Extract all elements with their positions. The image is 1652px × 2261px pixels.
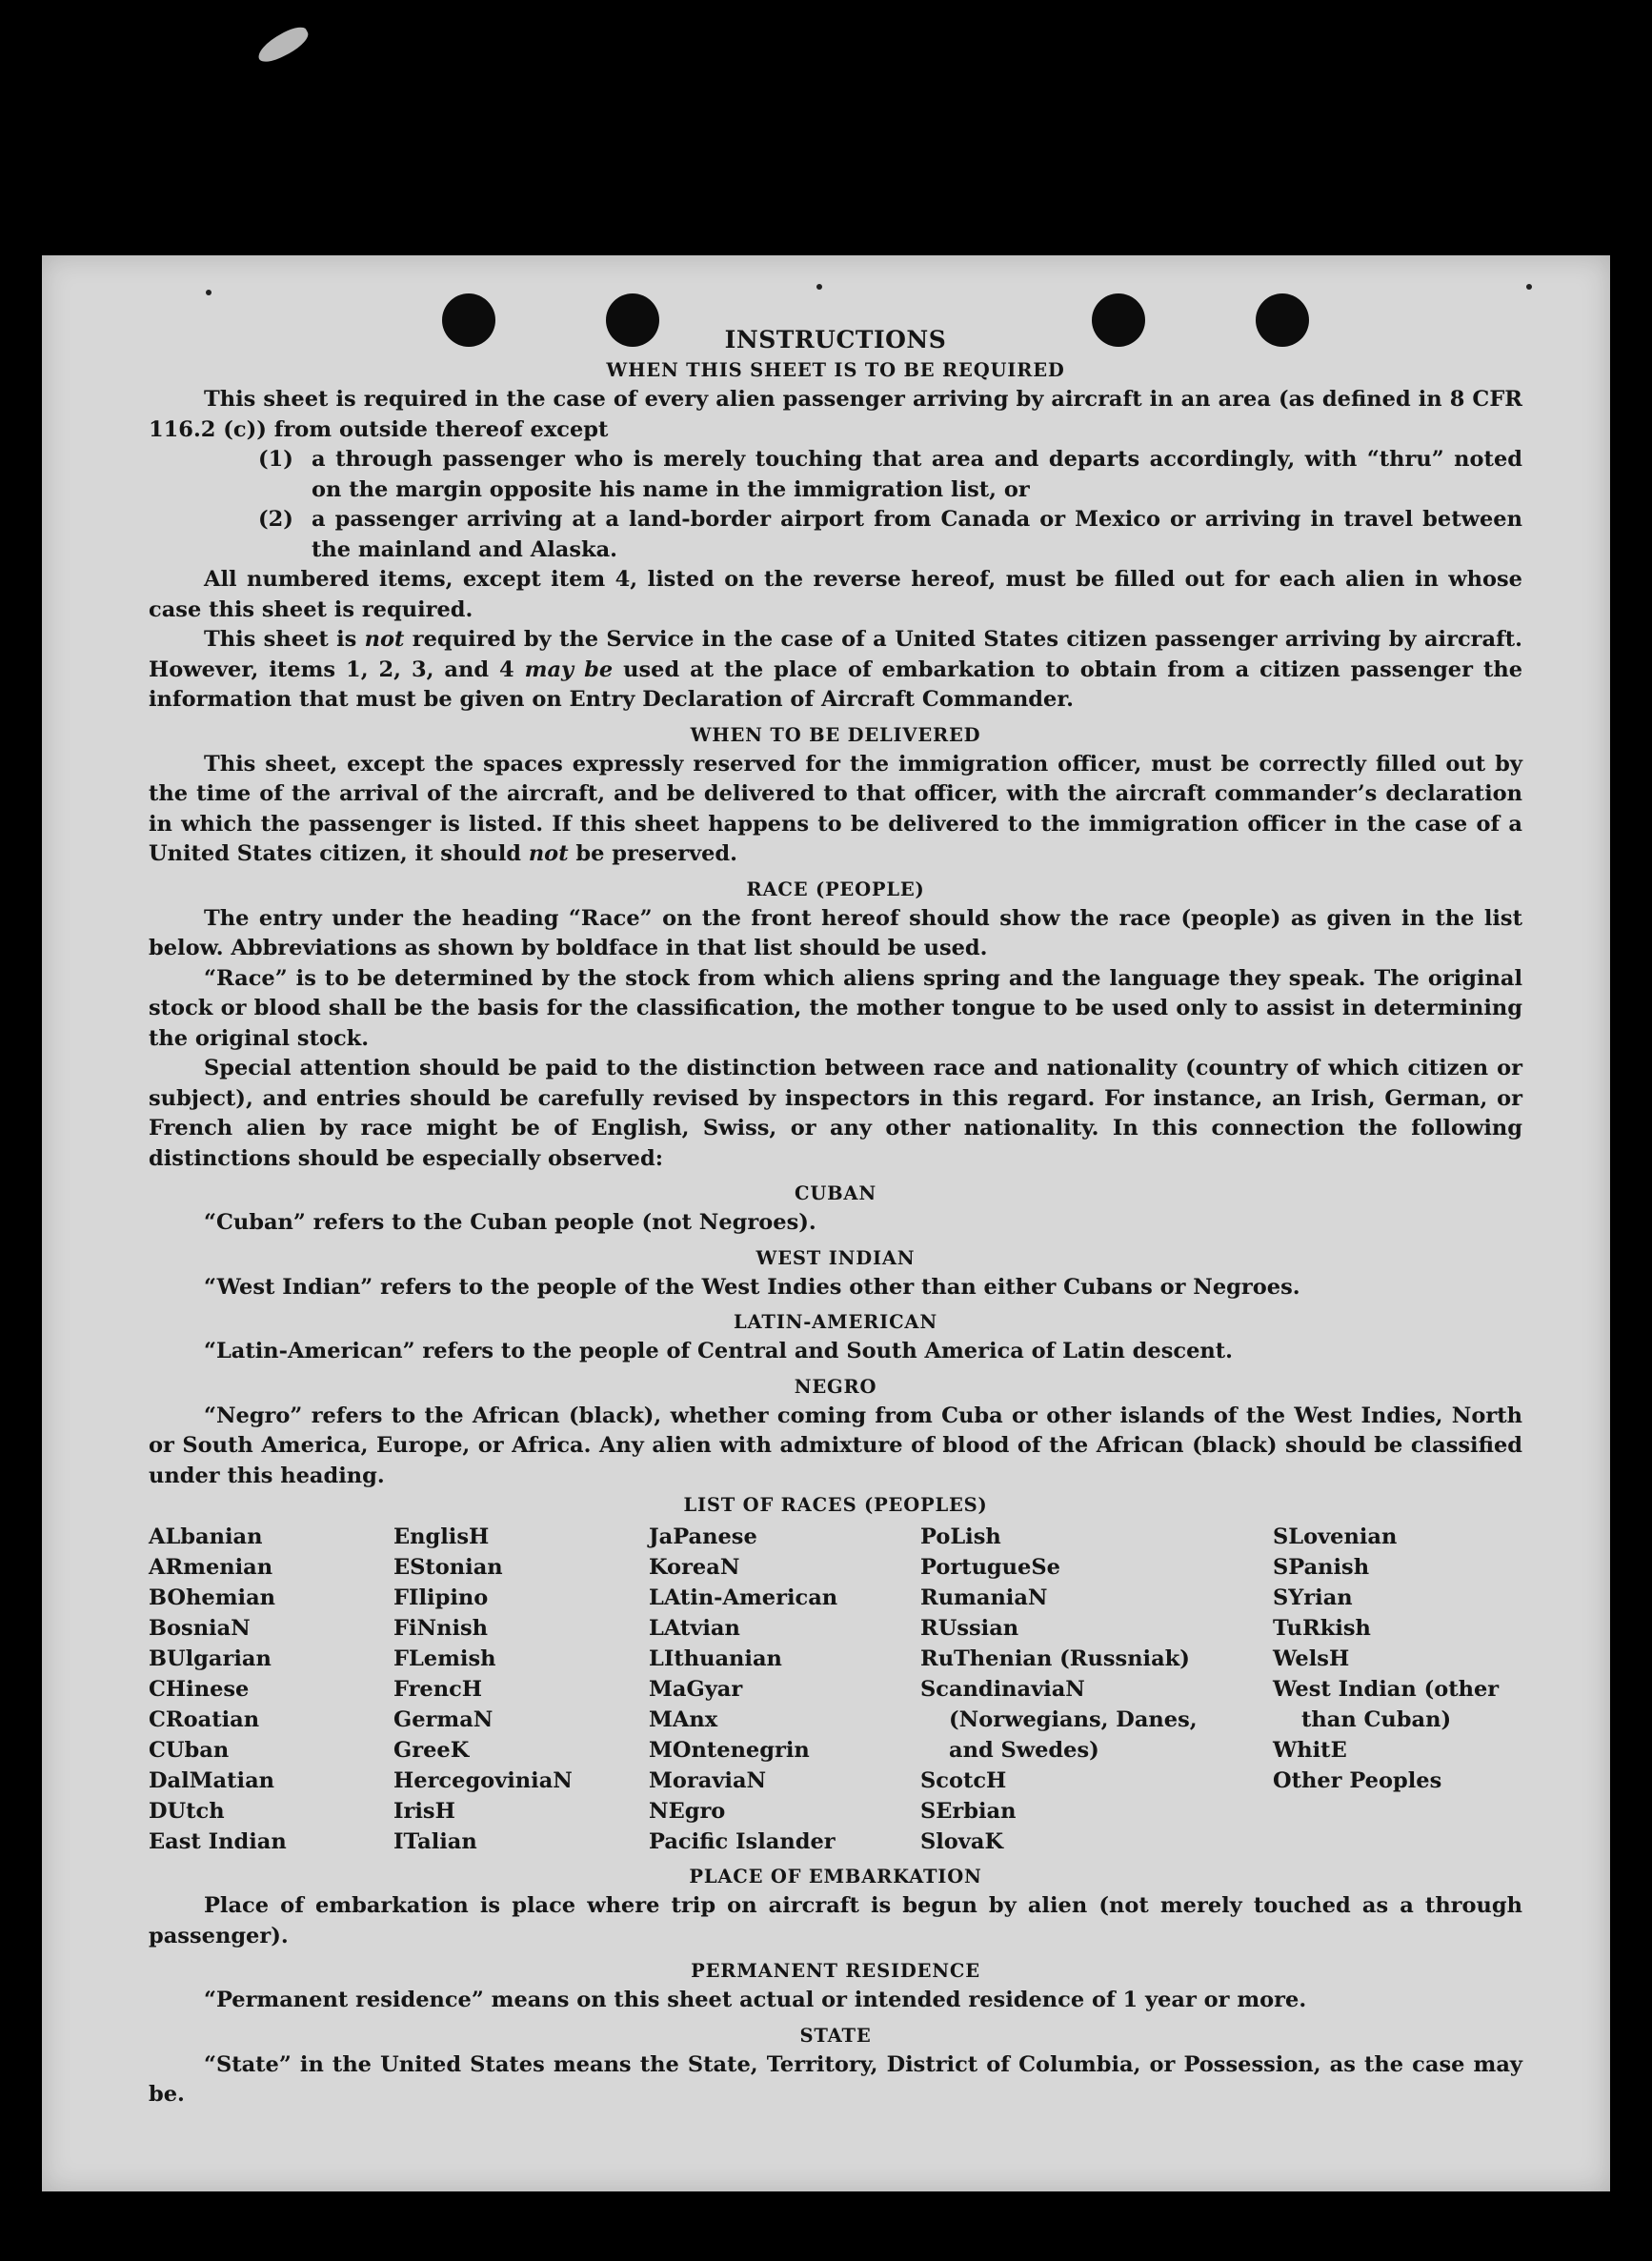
paragraph: “Latin-American” refers to the people of Central and South America of Latin descent. bbox=[204, 1339, 1233, 1363]
race-entry: RumaniaN bbox=[920, 1585, 1048, 1610]
emphasis: not bbox=[528, 841, 569, 866]
paragraph: This sheet is required in the case of every alien passenger arriving by aircraft in an area (as defined in 8 CFR 116.2 (c)) from outside thereof except bbox=[149, 387, 1522, 442]
paragraph: “Cuban” refers to the Cuban people (not Negroes). bbox=[204, 1210, 816, 1235]
race-entry: WelsH bbox=[1273, 1646, 1350, 1671]
emphasis: not bbox=[364, 627, 405, 652]
race-entry: Other Peoples bbox=[1273, 1768, 1442, 1793]
race-entry: FrencH bbox=[393, 1677, 483, 1702]
race-entry: DUtch bbox=[149, 1799, 225, 1824]
heading-state: STATE bbox=[799, 2024, 872, 2047]
text-run: required by the Service in the case of a United States citizen passenger arriving by aircraft. However, items 1, 2, 3, and 4 bbox=[149, 627, 1522, 682]
heading-latin-american: LATIN-AMERICAN bbox=[734, 1311, 937, 1333]
race-entry: ARmenian bbox=[149, 1555, 273, 1580]
scan-smudge bbox=[253, 23, 312, 68]
race-entry: ITalian bbox=[393, 1829, 477, 1854]
race-entry: KoreaN bbox=[649, 1555, 740, 1580]
race-entry: GreeK bbox=[393, 1738, 470, 1763]
race-entry: WhitE bbox=[1273, 1738, 1347, 1763]
race-entry: JaPanese bbox=[649, 1524, 757, 1549]
race-entry: BOhemian bbox=[149, 1585, 276, 1610]
text-run: used at the place of embarkation to obtain from a citizen passenger the information that must be given on Entry Declaration of Aircraft Commander. bbox=[149, 656, 1523, 712]
text-run: This sheet, except the spaces expressly reserved for the immigration officer, must be correctly filled out by the time of the arrival of the aircraft, and be delivered to that officer, with the aircraft commander’s declaration in which the passenger is listed. If this sheet happens to be delivered to the immigration officer in the case of a United States citizen, it should bbox=[149, 751, 1522, 866]
paragraph: “Permanent residence” means on this sheet actual or intended residence of 1 year or more. bbox=[204, 1988, 1307, 2012]
races-column bbox=[920, 1522, 1273, 1857]
paragraph: “Negro” refers to the African (black), whether coming from Cuba or other islands of the West Indies, North or South America, Europe, or Africa. Any alien with admixture of blood of the African (black) should be classified under this heading. bbox=[149, 1403, 1522, 1488]
paragraph: The entry under the heading “Race” on the front hereof should show the race (people) as given in the list below. Abbreviations as shown by boldface in that list should be used. bbox=[149, 905, 1522, 960]
race-entry: PortugueSe bbox=[920, 1555, 1060, 1580]
paragraph: “Race” is to be determined by the stock from which aliens spring and the language they speak. The original stock or blood shall be the basis for the classification, the mother tongue to be used only to assist in determining the original stock. bbox=[149, 965, 1522, 1051]
race-entry: CRoatian bbox=[149, 1707, 260, 1732]
heading-race: RACE (PEOPLE) bbox=[746, 878, 925, 900]
race-entry: PoLish bbox=[920, 1524, 1001, 1549]
race-entry: MaGyar bbox=[649, 1677, 743, 1702]
races-list bbox=[149, 1522, 1522, 1857]
heading-embarkation: PLACE OF EMBARKATION bbox=[689, 1866, 982, 1888]
race-entry: MAnx bbox=[649, 1707, 718, 1732]
item-text: a passenger arriving at a land-border airport from Canada or Mexico or arriving in travel between the mainland and Alaska. bbox=[312, 507, 1522, 562]
page-title: INSTRUCTIONS bbox=[724, 326, 947, 353]
paragraph bbox=[149, 625, 1522, 716]
races-column bbox=[393, 1522, 649, 1857]
race-entry: FLemish bbox=[393, 1646, 496, 1671]
race-entry: CHinese bbox=[149, 1677, 250, 1702]
heading-list-of-races: LIST OF RACES (PEOPLES) bbox=[683, 1494, 988, 1516]
race-entry: West Indian (other than Cuban) bbox=[1273, 1677, 1500, 1732]
race-entry: TuRkish bbox=[1273, 1616, 1371, 1641]
race-entry: SYrian bbox=[1273, 1585, 1353, 1610]
races-column bbox=[1273, 1522, 1522, 1857]
heading-negro: NEGRO bbox=[794, 1375, 877, 1398]
race-entry: LAtvian bbox=[649, 1616, 740, 1641]
race-entry: Pacific Islander bbox=[649, 1829, 836, 1854]
race-entry: BosniaN bbox=[149, 1616, 251, 1641]
heading-permanent-residence: PERMANENT RESIDENCE bbox=[691, 1960, 980, 1982]
list-item bbox=[258, 505, 1522, 565]
race-entry: EStonian bbox=[393, 1555, 503, 1580]
race-entry: RUssian bbox=[920, 1616, 1019, 1641]
race-entry: ScotcH bbox=[920, 1768, 1007, 1793]
race-entry: BUlgarian bbox=[149, 1646, 272, 1671]
race-entry: HercegoviniaN bbox=[393, 1768, 573, 1793]
race-entry: ScandinaviaN (Norwegians, Danes, and Swedes) bbox=[920, 1677, 1198, 1763]
paragraph bbox=[149, 750, 1522, 870]
race-entry: GermaN bbox=[393, 1707, 494, 1732]
races-column bbox=[649, 1522, 920, 1857]
item-number: (1) bbox=[258, 447, 293, 472]
scan-dot bbox=[1526, 284, 1532, 290]
race-entry: EnglisH bbox=[393, 1524, 490, 1549]
race-entry: DalMatian bbox=[149, 1768, 275, 1793]
race-entry: LAtin-American bbox=[649, 1585, 838, 1610]
race-entry: FIlipino bbox=[393, 1585, 489, 1610]
paragraph: Special attention should be paid to the distinction between race and nationality (country of which citizen or subject), and entries should be carefully revised by inspectors in this regard. For instance, an Irish, German, or French alien by race might be of English, Swiss, or any other nationality. In this connection the following distinctions should be especially observed: bbox=[149, 1056, 1522, 1171]
heading-west-indian: WEST INDIAN bbox=[755, 1246, 916, 1269]
item-number: (2) bbox=[258, 507, 293, 532]
heading-when-delivered: WHEN TO BE DELIVERED bbox=[690, 723, 981, 746]
list-item bbox=[258, 445, 1522, 505]
race-entry: NEgro bbox=[649, 1799, 726, 1824]
scan-dot bbox=[816, 284, 822, 290]
instructions-content bbox=[149, 324, 1522, 2110]
race-entry: SlovaK bbox=[920, 1829, 1004, 1854]
emphasis: may be bbox=[524, 656, 614, 682]
text-run: This sheet is bbox=[204, 627, 365, 652]
race-entry: ALbanian bbox=[149, 1524, 263, 1549]
race-entry: East Indian bbox=[149, 1829, 287, 1854]
race-entry: FiNnish bbox=[393, 1616, 489, 1641]
item-text: a through passenger who is merely touching that area and departs accordingly, with “thru” noted on the margin opposite his name in the immigration list, or bbox=[312, 447, 1522, 502]
race-entry: RuThenian (Russniak) bbox=[920, 1646, 1190, 1671]
races-column bbox=[149, 1522, 393, 1857]
heading-cuban: CUBAN bbox=[795, 1182, 876, 1204]
race-entry: SLovenian bbox=[1273, 1524, 1398, 1549]
race-entry: LIthuanian bbox=[649, 1646, 782, 1671]
race-entry: SPanish bbox=[1273, 1555, 1370, 1580]
paragraph: “West Indian” refers to the people of the West Indies other than either Cubans or Negroes. bbox=[204, 1274, 1300, 1300]
race-entry: CUban bbox=[149, 1738, 230, 1763]
paragraph: All numbered items, except item 4, listed on the reverse hereof, must be filled out for each alien in whose case this sheet is required. bbox=[149, 567, 1522, 622]
race-entry: MoraviaN bbox=[649, 1768, 767, 1793]
paragraph: Place of embarkation is place where trip on aircraft is begun by alien (not merely touched as a through passenger). bbox=[149, 1893, 1522, 1948]
race-entry: SErbian bbox=[920, 1799, 1017, 1824]
paragraph: “State” in the United States means the State, Territory, District of Columbia, or Possession, as the case may be. bbox=[149, 2051, 1522, 2107]
race-entry: IrisH bbox=[393, 1799, 455, 1824]
instruction-sheet bbox=[42, 255, 1610, 2191]
scan-dot bbox=[206, 290, 212, 295]
race-entry: MOntenegrin bbox=[649, 1738, 810, 1763]
heading-when-required: WHEN THIS SHEET IS TO BE REQUIRED bbox=[606, 359, 1065, 381]
text-run: be preserved. bbox=[568, 841, 738, 866]
